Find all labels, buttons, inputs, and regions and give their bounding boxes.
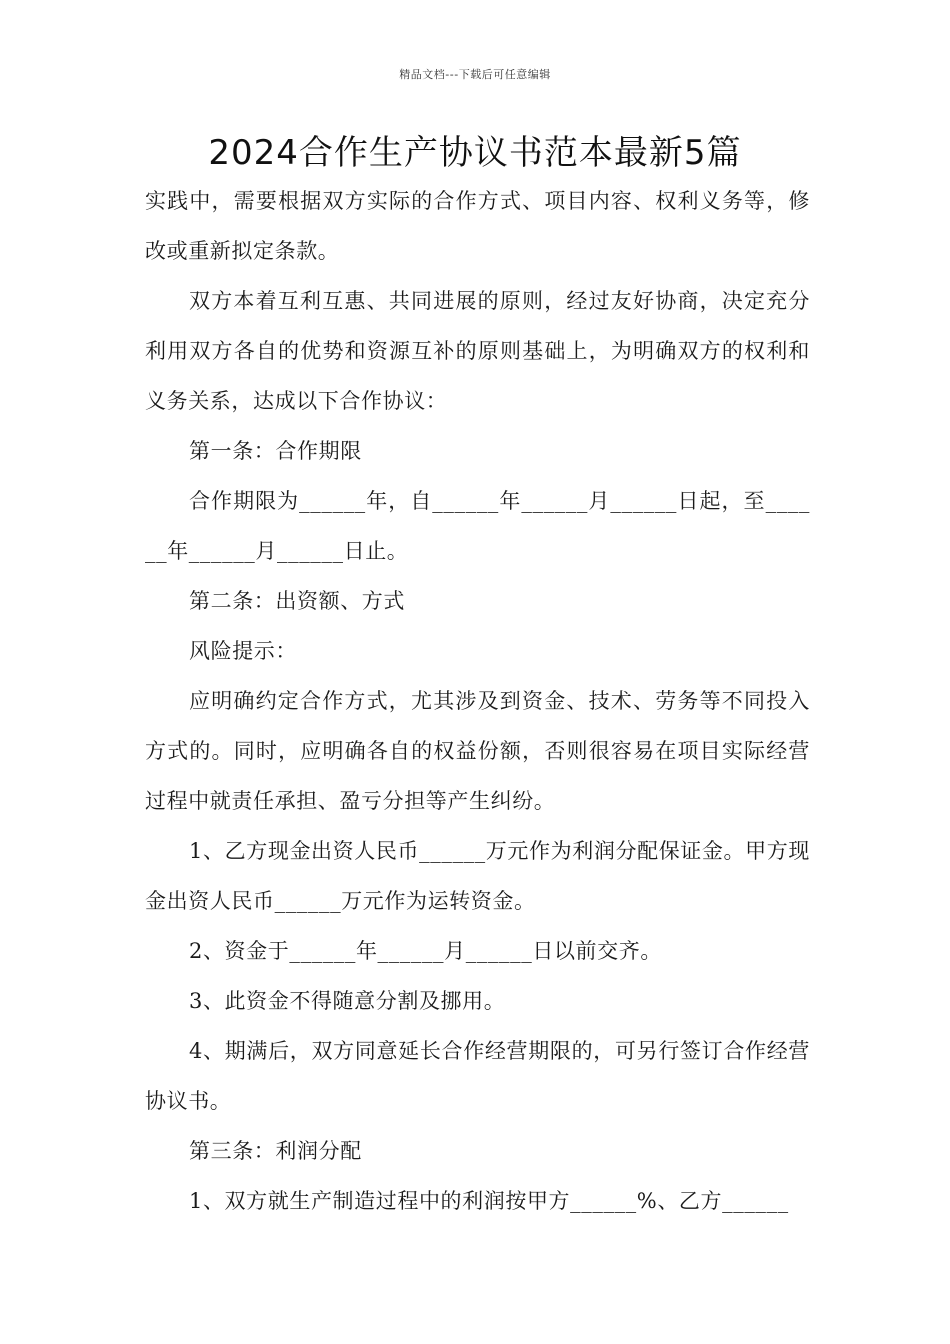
paragraph: 应明确约定合作方式，尤其涉及到资金、技术、劳务等不同投入方式的。同时，应明确各自的权益份额，否则很容易在项目实际经营过程中就责任承担、盈亏分担等产生纠纷。 xyxy=(145,689,810,813)
paragraph: 2、资金于______年______月______日以前交齐。 xyxy=(189,939,662,963)
section-heading: 第三条：利润分配 xyxy=(189,1139,362,1163)
document-title: 2024合作生产协议书范本最新5篇 xyxy=(208,133,742,173)
paragraph: 实践中，需要根据双方实际的合作方式、项目内容、权利义务等，修改或重新拟定条款。 xyxy=(145,189,810,263)
document-body xyxy=(145,176,810,1226)
paragraph: 3、此资金不得随意分割及挪用。 xyxy=(189,989,506,1013)
paragraph: 双方本着互利互惠、共同进展的原则，经过友好协商，决定充分利用双方各自的优势和资源互补的原则基础上，为明确双方的权利和义务关系，达成以下合作协议： xyxy=(145,289,810,413)
paragraph: 1、双方就生产制造过程中的利润按甲方______%、乙方______ xyxy=(189,1189,789,1213)
paragraph: 1、乙方现金出资人民币______万元作为利润分配保证金。甲方现金出资人民币______万元作为运转资金。 xyxy=(145,839,810,913)
section-heading: 第一条：合作期限 xyxy=(189,439,362,463)
section-heading: 第二条：出资额、方式 xyxy=(189,589,405,613)
paragraph: 合作期限为______年，自______年______月______日起，至______年______月______日止。 xyxy=(145,489,810,563)
paragraph: 4、期满后，双方同意延长合作经营期限的，可另行签订合作经营协议书。 xyxy=(145,1039,810,1113)
header-note: 精品文档---下载后可任意编辑 xyxy=(399,68,551,81)
paragraph: 风险提示： xyxy=(189,639,297,663)
